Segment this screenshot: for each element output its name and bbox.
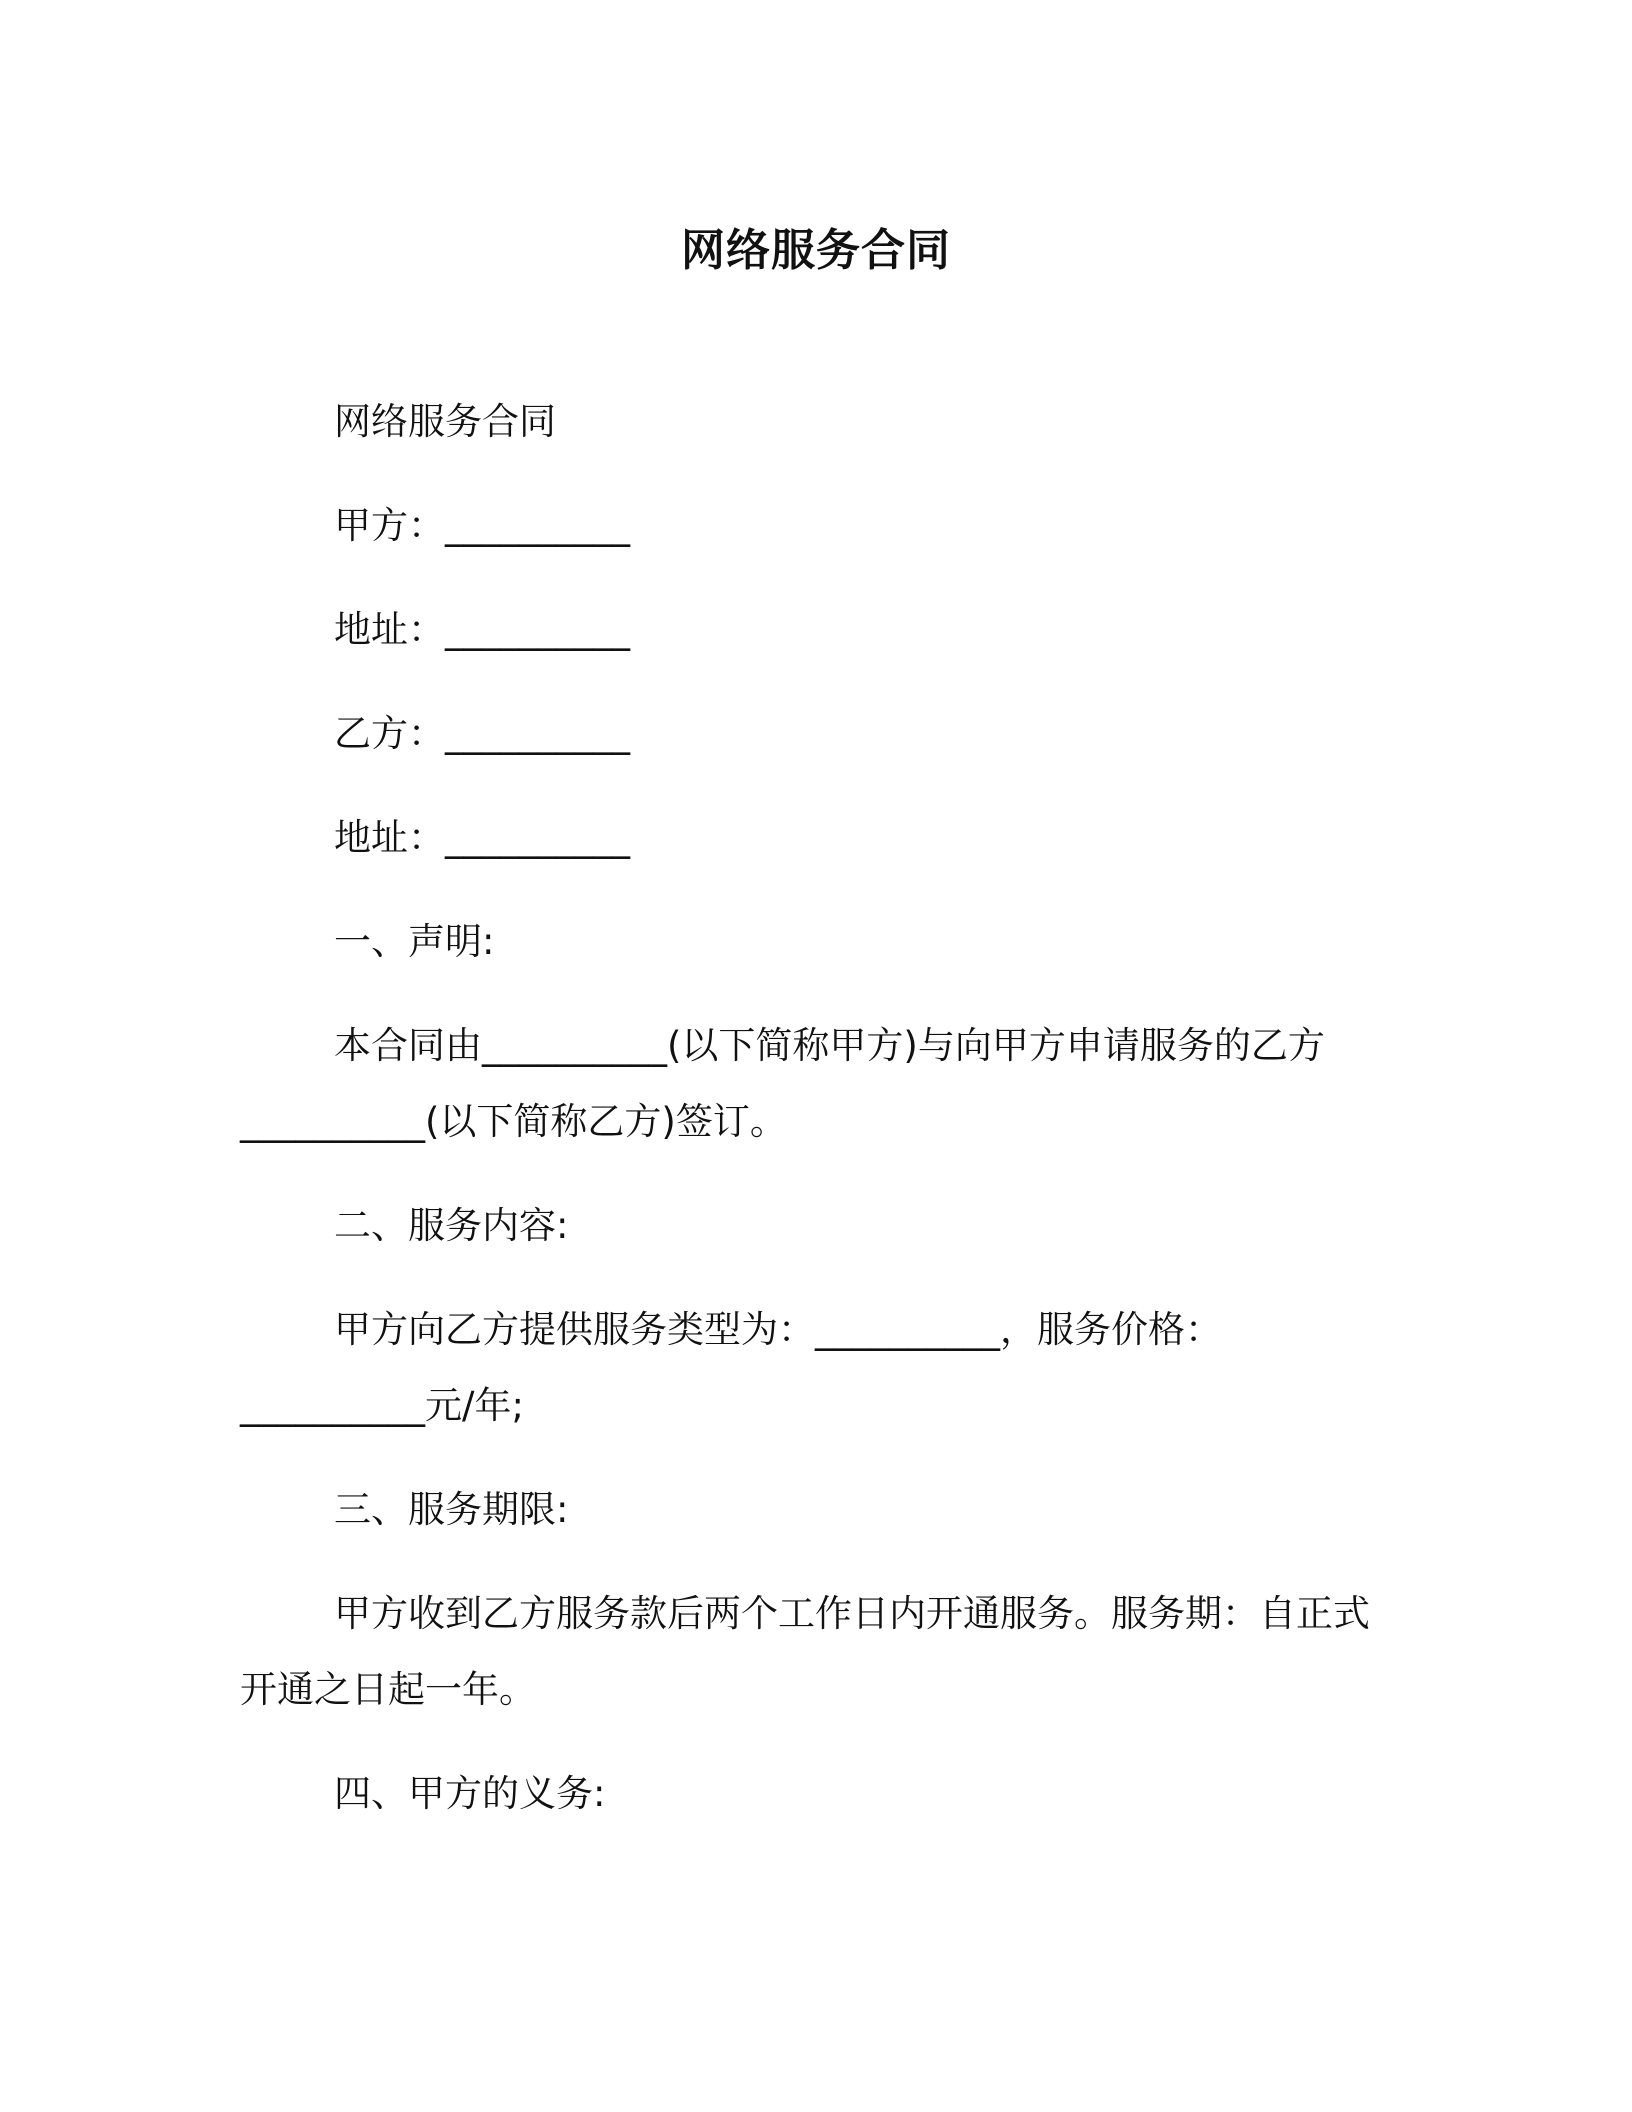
paragraph-line: __________(以下简称乙方)签订。 [240, 1100, 787, 1143]
document-title: 网络服务合同 [681, 225, 951, 276]
party-b-address-line: 地址：__________ [334, 816, 630, 859]
section-heading: 四、甲方的义务: [334, 1772, 606, 1815]
subtitle-line: 网络服务合同 [334, 400, 556, 443]
section-heading: 二、服务内容: [334, 1204, 569, 1247]
section-heading: 三、服务期限: [334, 1488, 569, 1531]
paragraph-line: 甲方收到乙方服务款后两个工作日内开通服务。服务期：自正式 [334, 1592, 1370, 1635]
party-a-line: 甲方：__________ [334, 504, 630, 547]
party-b-line: 乙方：__________ [334, 712, 630, 755]
paragraph-line: 本合同由__________(以下简称甲方)与向甲方申请服务的乙方 [334, 1024, 1325, 1067]
paragraph-line: __________元/年; [240, 1384, 524, 1427]
section-heading: 一、声明: [334, 920, 495, 963]
paragraph-line: 甲方向乙方提供服务类型为：__________，服务价格： [334, 1308, 1222, 1351]
paragraph-line: 开通之日起一年。 [240, 1668, 536, 1711]
party-a-address-line: 地址：__________ [334, 608, 630, 651]
